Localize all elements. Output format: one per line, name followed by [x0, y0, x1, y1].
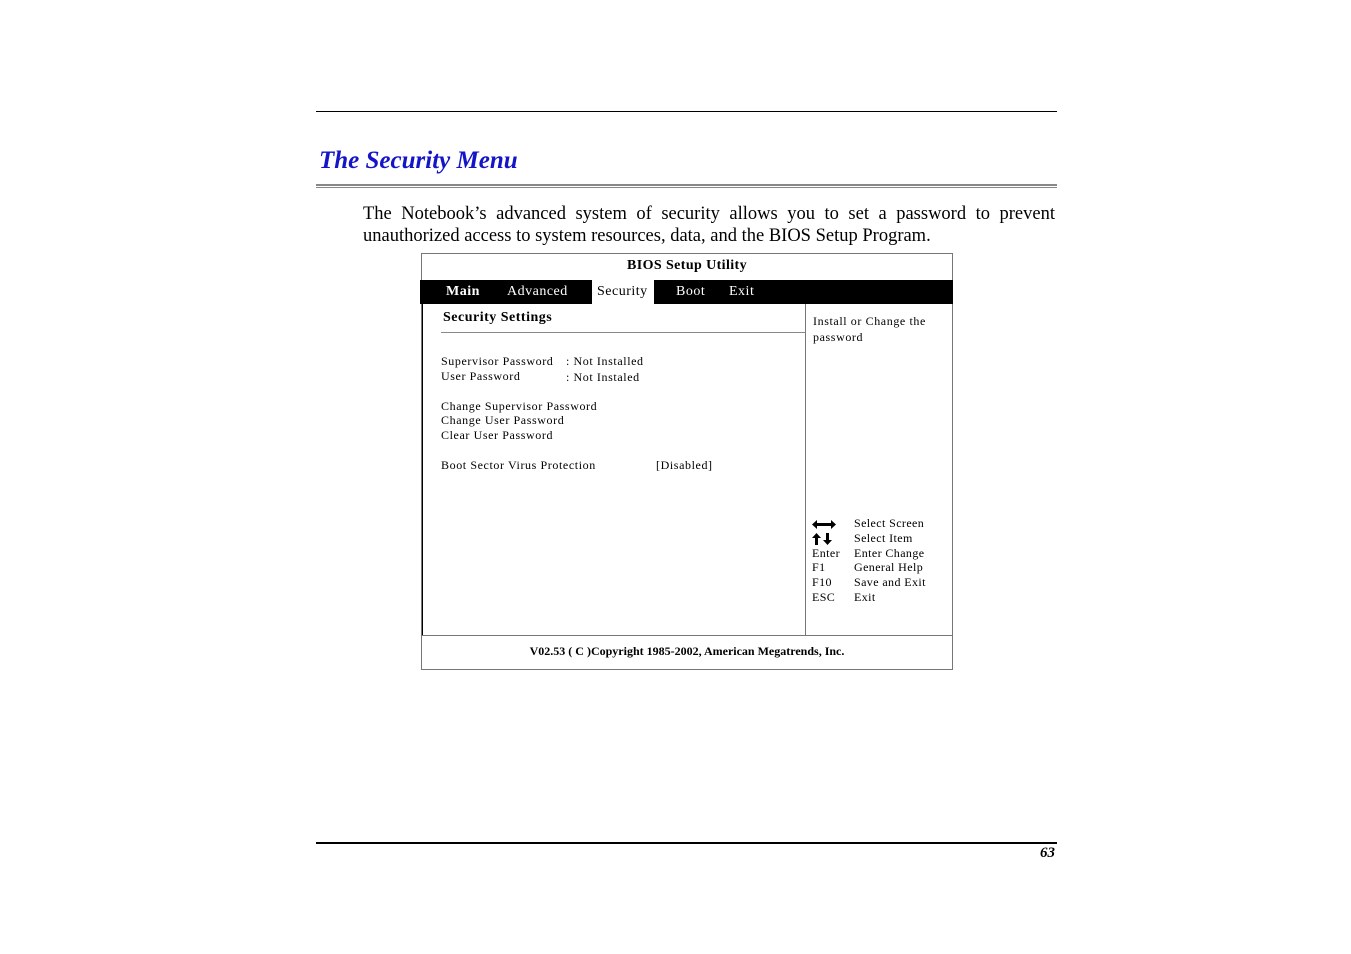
key-action: Save and Exit	[854, 575, 926, 590]
key-row	[812, 531, 952, 546]
tab-boot[interactable]: Boot	[676, 284, 706, 299]
tab-security[interactable]: Security	[592, 280, 654, 304]
bios-copyright: V02.53 ( C )Copyright 1985-2002, American Megatrends, Inc.	[422, 635, 952, 669]
settings-heading: Security Settings	[443, 310, 553, 325]
key-name: Enter	[812, 545, 840, 560]
tab-advanced[interactable]: Advanced	[507, 284, 568, 299]
key-action: Select Item	[854, 530, 913, 545]
key-name: F10	[812, 575, 832, 590]
clear-user-password-item[interactable]: Clear User Password	[441, 428, 554, 442]
key-action: Enter Change	[854, 545, 925, 560]
bios-screenshot	[421, 253, 953, 670]
key-legend	[812, 516, 952, 605]
key-row	[812, 546, 952, 561]
boot-sector-virus-protection-item[interactable]: Boot Sector Virus Protection	[441, 458, 596, 472]
intro-paragraph: The Notebook’s advanced system of security allows you to set a password to prevent unauthorized access to system resources, data, and the BIOS Setup Program.	[363, 204, 1055, 246]
top-rule	[316, 111, 1057, 112]
boot-sector-virus-protection-value[interactable]: [Disabled]	[656, 458, 713, 472]
help-text: Install or Change the password	[813, 314, 926, 344]
key-name: ESC	[812, 589, 836, 604]
user-password-status: : Not Instaled	[566, 370, 640, 384]
heading-divider	[441, 332, 806, 333]
supervisor-password-label: Supervisor Password	[441, 354, 554, 368]
supervisor-password-status: : Not Installed	[566, 354, 644, 368]
key-action: General Help	[854, 560, 924, 575]
tab-main[interactable]: Main	[446, 284, 480, 299]
key-row	[812, 575, 952, 590]
key-row	[812, 516, 952, 531]
key-row	[812, 560, 952, 575]
change-supervisor-password-item[interactable]: Change Supervisor Password	[441, 399, 598, 413]
settings-pane	[422, 304, 805, 635]
section-title: The Security Menu	[319, 147, 518, 174]
tab-exit[interactable]: Exit	[729, 284, 755, 299]
help-pane	[805, 304, 952, 635]
key-name: F1	[812, 560, 826, 575]
change-user-password-item[interactable]: Change User Password	[441, 413, 565, 427]
bios-menu-bar	[420, 280, 953, 304]
user-password-label: User Password	[441, 369, 521, 383]
key-row	[812, 590, 952, 605]
page-number: 63	[1040, 845, 1055, 861]
key-action: Select Screen	[854, 516, 925, 530]
bios-title: BIOS Setup Utility	[627, 258, 747, 273]
title-underline	[316, 184, 1057, 188]
footer-rule	[316, 842, 1057, 844]
key-action: Exit	[854, 589, 876, 604]
